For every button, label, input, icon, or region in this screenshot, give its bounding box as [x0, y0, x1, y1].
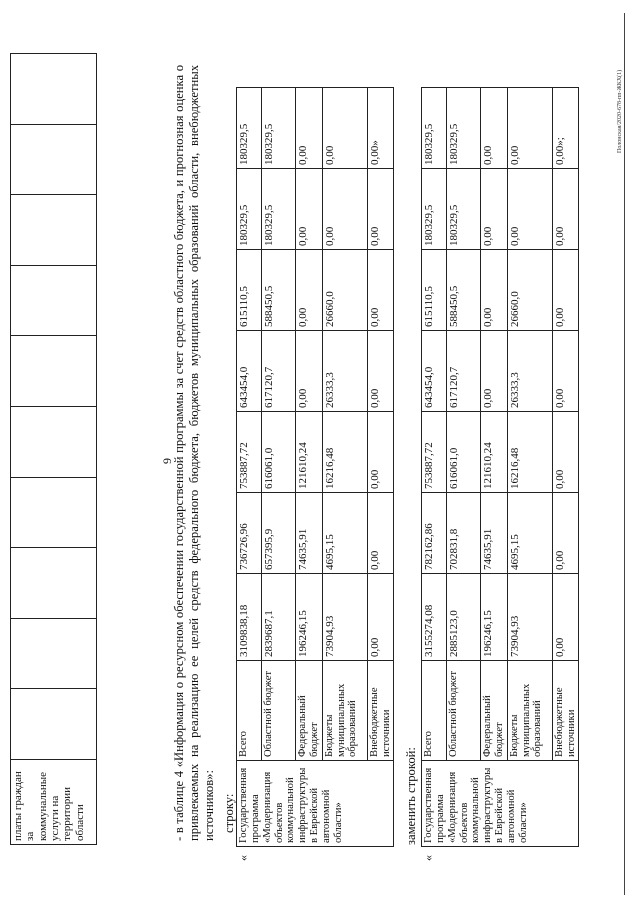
amount-cell: 74635,91	[481, 493, 508, 574]
amount-cell: 73904,93	[322, 574, 367, 661]
funding-source-cell: Федеральный бюджет	[296, 661, 323, 761]
amount-cell: 0,00	[481, 169, 508, 250]
table-row	[262, 88, 296, 847]
amount-cell: 616061,0	[262, 412, 296, 493]
amount-cell: 588450,5	[447, 250, 481, 331]
amount-cell: 73904,93	[507, 574, 552, 661]
table-cell	[11, 548, 97, 619]
amount-cell: 0,00	[367, 331, 394, 412]
table-cell	[11, 265, 97, 336]
amount-cell: 26333,3	[507, 331, 552, 412]
table-cell	[11, 689, 97, 760]
top-table-fragment	[10, 53, 97, 845]
amount-cell: 196246,15	[481, 574, 508, 661]
amount-cell: 782162,86	[422, 493, 447, 574]
funding-source-cell: Бюджеты муниципальных образований	[507, 661, 552, 761]
amount-cell: 0,00	[552, 331, 579, 412]
amount-cell: 180329,5	[237, 169, 262, 250]
funding-source-cell: Областной бюджет	[447, 661, 481, 761]
amount-cell: 615110,5	[422, 250, 447, 331]
amount-cell: 180329,5	[447, 88, 481, 169]
amount-cell: 196246,15	[296, 574, 323, 661]
program-name-cell: Государственная программа «Модернизация объектов коммунальной инфраструктуры в Еврейской автономной области»	[422, 761, 579, 847]
amount-cell: 180329,5	[262, 169, 296, 250]
amount-cell: 16216,48	[507, 412, 552, 493]
amount-cell: 16216,48	[322, 412, 367, 493]
amount-cell: 121610,24	[481, 412, 508, 493]
amount-cell: 0,00	[481, 250, 508, 331]
table-row	[507, 88, 552, 847]
funding-source-cell: Внебюджетные источники	[367, 661, 394, 761]
amount-cell: 0,00	[296, 88, 323, 169]
funding-source-cell: Федеральный бюджет	[481, 661, 508, 761]
table-row	[322, 88, 367, 847]
open-quote: «	[236, 855, 250, 861]
table-old	[236, 87, 394, 847]
amount-cell: 615110,5	[237, 250, 262, 331]
amount-cell: 616061,0	[447, 412, 481, 493]
amount-cell: 0,00	[296, 331, 323, 412]
table-row	[237, 88, 262, 847]
fragment-text-cell: платы граждан за коммунальные услуги на территории области	[11, 760, 97, 845]
amount-cell: 0,00	[296, 250, 323, 331]
table-cell	[11, 336, 97, 407]
amount-cell: 180329,5	[262, 88, 296, 169]
footer-code: Полонская/2020-678-пп-ЖКХ(1)	[617, 69, 623, 153]
amount-cell: 74635,91	[296, 493, 323, 574]
table-row	[552, 88, 579, 847]
amount-cell: 0,00	[507, 88, 552, 169]
table-cell	[11, 477, 97, 548]
amount-cell: 0,00	[552, 250, 579, 331]
page-number: 9	[160, 458, 174, 464]
amount-cell: 0,00	[552, 412, 579, 493]
table-row	[447, 88, 481, 847]
amount-cell: 26660,0	[507, 250, 552, 331]
amount-cell: 0,00	[367, 250, 394, 331]
amount-cell: 2885123,0	[447, 574, 481, 661]
amount-cell: 617120,7	[262, 331, 296, 412]
amount-cell: 0,00	[296, 169, 323, 250]
amount-cell: 0,00	[322, 169, 367, 250]
amount-cell: 753887,72	[422, 412, 447, 493]
amount-cell: 2839687,1	[262, 574, 296, 661]
table-row	[296, 88, 323, 847]
amount-cell: 180329,5	[422, 169, 447, 250]
amount-cell: 4695,15	[507, 493, 552, 574]
amount-cell: 736726,96	[237, 493, 262, 574]
table-row	[11, 54, 97, 845]
amount-cell: 643454,0	[422, 331, 447, 412]
page-edge-line	[624, 13, 625, 895]
amount-cell: 0,00»;	[552, 88, 579, 169]
amount-cell: 588450,5	[262, 250, 296, 331]
amount-cell: 26333,3	[322, 331, 367, 412]
amount-cell: 657395,9	[262, 493, 296, 574]
amount-cell: 180329,5	[447, 169, 481, 250]
program-name-cell: Государственная программа «Модернизация объектов коммунальной инфраструктуры в Еврейской автономной области»	[237, 761, 394, 847]
amount-cell: 3109838,18	[237, 574, 262, 661]
amount-cell: 3155274,08	[422, 574, 447, 661]
amount-cell: 617120,7	[447, 331, 481, 412]
table-cell	[11, 54, 97, 125]
amount-cell: 0,00	[367, 574, 394, 661]
amount-cell: 0,00	[552, 574, 579, 661]
label-replace: заменить строкой:	[404, 747, 418, 845]
amount-cell: 0,00	[322, 88, 367, 169]
amount-cell: 0,00	[481, 331, 508, 412]
funding-source-cell: Бюджеты муниципальных образований	[322, 661, 367, 761]
table-cell	[11, 195, 97, 266]
label-row: строку:	[222, 793, 236, 833]
table-cell	[11, 124, 97, 195]
table-new	[421, 87, 579, 847]
amount-cell: 121610,24	[296, 412, 323, 493]
amount-cell: 702831,8	[447, 493, 481, 574]
amount-cell: 0,00»	[367, 88, 394, 169]
funding-source-cell: Областной бюджет	[262, 661, 296, 761]
amount-cell: 0,00	[481, 88, 508, 169]
funding-source-cell: Внебюджетные источники	[552, 661, 579, 761]
table-row	[422, 88, 447, 847]
amount-cell: 4695,15	[322, 493, 367, 574]
amount-cell: 180329,5	[237, 88, 262, 169]
amount-cell: 0,00	[367, 169, 394, 250]
amount-cell: 0,00	[552, 169, 579, 250]
amount-cell: 180329,5	[422, 88, 447, 169]
amount-cell: 0,00	[367, 412, 394, 493]
table-cell	[11, 407, 97, 478]
amount-cell: 0,00	[552, 493, 579, 574]
amount-cell: 643454,0	[237, 331, 262, 412]
amount-cell: 753887,72	[237, 412, 262, 493]
funding-source-cell: Всего	[237, 661, 262, 761]
funding-source-cell: Всего	[422, 661, 447, 761]
amount-cell: 0,00	[507, 169, 552, 250]
open-quote: «	[421, 855, 435, 861]
paragraph: - в таблице 4 «Информация о ресурсном обеспечении государственной программы за счет средств областного бюджета, и прогнозная оценка о привлекаемых на реализацию ее целей средств федерального бюджета, бюджетов муниципальных образований области, внебюджетных источников»:	[172, 65, 216, 841]
table-row	[481, 88, 508, 847]
amount-cell: 0,00	[367, 493, 394, 574]
amount-cell: 26660,0	[322, 250, 367, 331]
table-cell	[11, 618, 97, 689]
table-row	[367, 88, 394, 847]
